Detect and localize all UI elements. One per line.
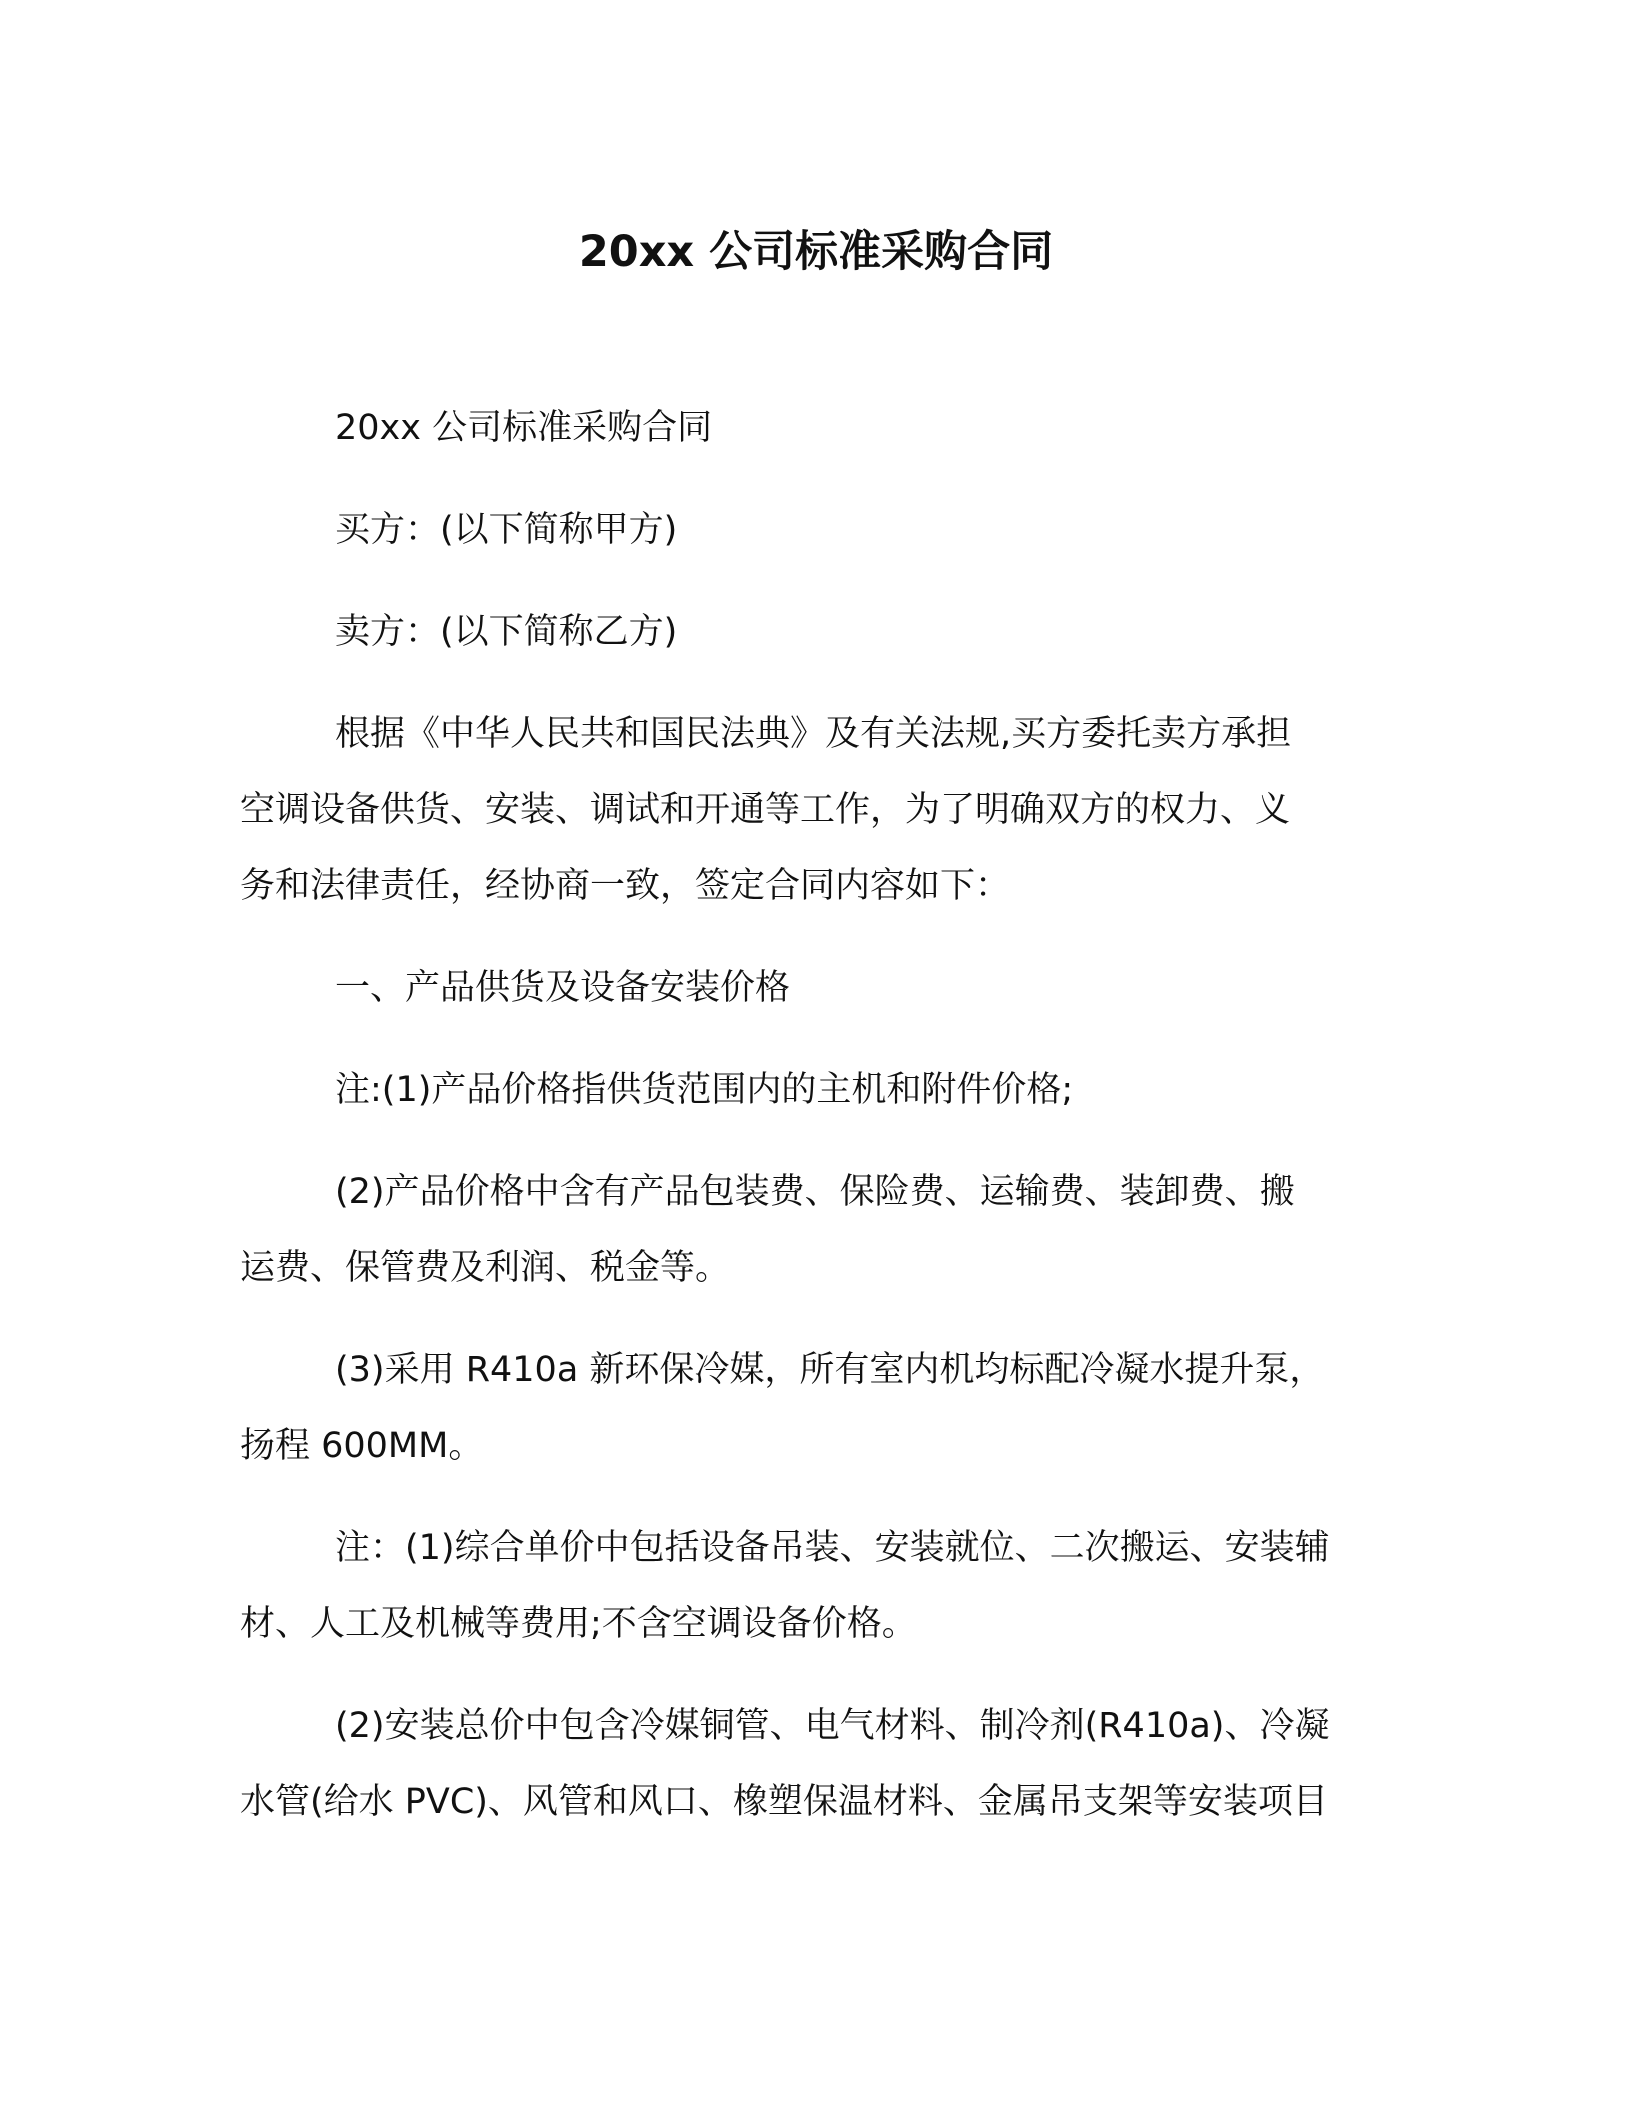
paragraph-line: 一、产品供货及设备安装价格 — [335, 968, 791, 1008]
paragraph-line: 水管(给水 PVC)、风管和风口、橡塑保温材料、金属吊支架等安装项目 — [240, 1782, 1328, 1822]
paragraph — [240, 1154, 1392, 1306]
paragraph-line: 卖方：(以下简称乙方) — [335, 612, 678, 652]
paragraph-line: 注：(1)综合单价中包括设备吊装、安装就位、二次搬运、安装辅 — [335, 1528, 1330, 1568]
paragraph — [240, 696, 1392, 924]
paragraph-line: 材、人工及机械等费用;不含空调设备价格。 — [240, 1604, 917, 1644]
paragraph-line: (3)采用 R410a 新环保冷媒，所有室内机均标配冷凝水提升泵， — [335, 1350, 1325, 1390]
paragraph-line: 根据《中华人民共和国民法典》及有关法规,买方委托卖方承担 — [335, 714, 1292, 754]
paragraph — [240, 492, 1392, 568]
paragraph-line: 运费、保管费及利润、税金等。 — [240, 1248, 731, 1288]
section-heading — [240, 950, 1392, 1026]
paragraph-line: (2)产品价格中含有产品包装费、保险费、运输费、装卸费、搬 — [335, 1172, 1295, 1212]
paragraph-line: 扬程 600MM。 — [240, 1426, 484, 1466]
paragraph — [240, 1510, 1392, 1662]
paragraph-line: 空调设备供货、安装、调试和开通等工作，为了明确双方的权力、义 — [240, 790, 1291, 830]
paragraph-line: (2)安装总价中包含冷媒铜管、电气材料、制冷剂(R410a)、冷凝 — [335, 1706, 1330, 1746]
paragraph — [240, 1332, 1392, 1484]
document-title: 20xx 公司标准采购合同 — [578, 227, 1054, 277]
paragraph-line: 20xx 公司标准采购合同 — [335, 408, 713, 448]
paragraph — [240, 1052, 1392, 1128]
paragraph-line: 买方：(以下简称甲方) — [335, 510, 678, 550]
paragraph — [240, 390, 1392, 466]
paragraph — [240, 1688, 1392, 1840]
paragraph-line: 注:(1)产品价格指供货范围内的主机和附件价格; — [335, 1070, 1074, 1110]
paragraph — [240, 594, 1392, 670]
paragraph-line: 务和法律责任，经协商一致，签定合同内容如下： — [240, 866, 1011, 906]
document-body — [240, 390, 1392, 1840]
